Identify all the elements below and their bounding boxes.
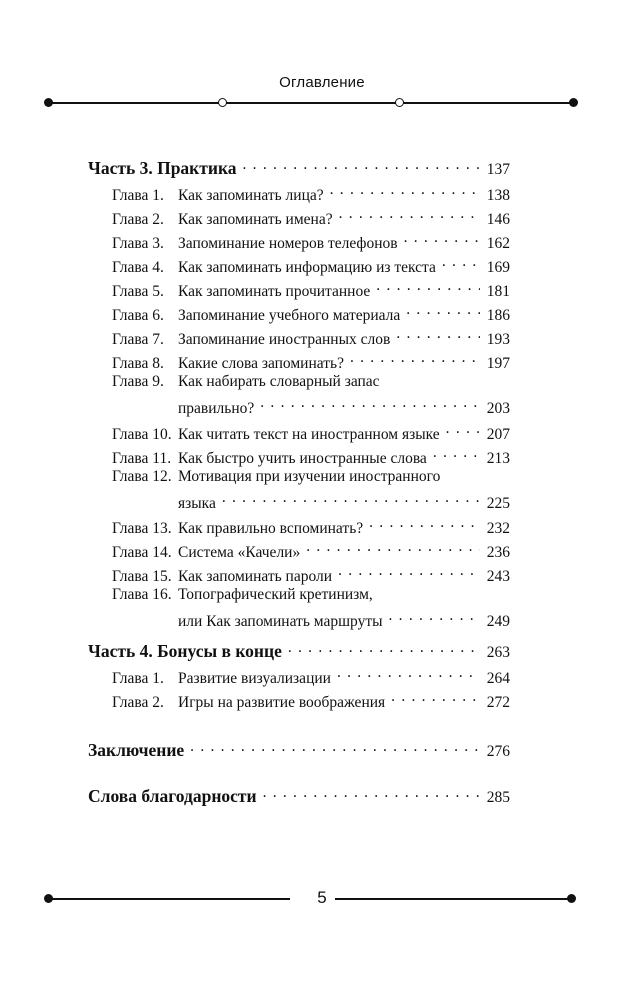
chapter-title: Мотивация при изучении иностранного — [178, 468, 441, 485]
chapter-number: Глава 8. — [112, 355, 164, 372]
leader-dots — [260, 392, 480, 413]
page-number: 138 — [486, 187, 510, 204]
header-dot-right — [569, 98, 578, 107]
chapter-number: Глава 1. — [112, 187, 164, 204]
leader-dots — [263, 778, 480, 802]
leader-dots — [190, 732, 480, 756]
toc-chapter[interactable] — [112, 560, 510, 587]
leader-dots — [376, 275, 480, 296]
page-number: 263 — [486, 644, 510, 661]
leader-dots — [288, 633, 480, 657]
page-number: 181 — [486, 283, 510, 300]
chapter-number: Глава 10. — [112, 426, 172, 443]
page-number: 197 — [486, 355, 510, 372]
chapter-number: Глава 4. — [112, 259, 164, 276]
part-title: Часть 4. Бонусы в конце — [88, 641, 282, 661]
page-number: 169 — [486, 259, 510, 276]
chapter-title: Запоминание номеров телефонов — [178, 235, 398, 252]
chapter-title: Как набирать словарный запас — [178, 373, 380, 390]
page-number: 276 — [486, 743, 510, 760]
leader-dots — [369, 512, 480, 533]
toc-chapter[interactable] — [112, 418, 510, 445]
toc-chapter[interactable] — [112, 347, 510, 374]
page-number: 272 — [486, 694, 510, 711]
header-dot-left — [44, 98, 53, 107]
chapter-number: Глава 2. — [112, 211, 164, 228]
page-number: 193 — [486, 331, 510, 348]
leader-dots — [442, 251, 480, 272]
page-number: 264 — [486, 670, 510, 687]
leader-dots — [404, 227, 480, 248]
chapter-title: Как запоминать информацию из текста — [178, 259, 436, 276]
chapter-number: Глава 6. — [112, 307, 164, 324]
toc-chapter[interactable] — [112, 275, 510, 302]
leader-dots — [350, 347, 480, 368]
toc-chapter[interactable] — [112, 323, 510, 350]
chapter-number: Глава 11. — [112, 450, 172, 467]
part-title: Часть 3. Практика — [88, 158, 237, 178]
page-number: 225 — [486, 495, 510, 512]
leader-dots — [389, 605, 480, 626]
chapter-number: Глава 9. — [112, 373, 164, 390]
page-number: 213 — [486, 450, 510, 467]
chapter-title: Как запоминать пароли — [178, 568, 333, 585]
toc-conclusion[interactable] — [88, 732, 510, 764]
chapter-number: Глава 7. — [112, 331, 164, 348]
toc-chapter[interactable] — [112, 251, 510, 278]
chapter-title: Топографический кретинизм, — [178, 586, 373, 603]
toc-chapter[interactable] — [112, 686, 510, 713]
chapter-title-cont: или Как запоминать маршруты — [178, 613, 383, 630]
chapter-number: Глава 1. — [112, 670, 164, 687]
page-number: 249 — [486, 613, 510, 630]
toc-chapter[interactable] — [112, 299, 510, 326]
toc-part-4[interactable] — [88, 633, 510, 665]
toc-chapter[interactable] — [112, 442, 510, 469]
page-number: 243 — [486, 568, 510, 585]
chapter-number: Глава 16. — [112, 586, 172, 603]
chapter-title: Как правильно вспоминать? — [178, 520, 364, 537]
chapter-number: Глава 15. — [112, 568, 172, 585]
toc-chapter[interactable] — [112, 203, 510, 230]
chapter-number: Глава 12. — [112, 468, 172, 485]
leader-dots — [433, 442, 480, 463]
leader-dots — [406, 299, 480, 320]
chapter-title: Игры на развитие воображения — [178, 694, 386, 711]
leader-dots — [222, 487, 480, 508]
running-header: Оглавление — [279, 74, 365, 91]
chapter-number: Глава 2. — [112, 694, 164, 711]
leader-dots — [339, 203, 480, 224]
chapter-title: Запоминание иностранных слов — [178, 331, 391, 348]
section-title: Слова благодарности — [88, 786, 257, 806]
chapter-title: Как запоминать лица? — [178, 187, 324, 204]
chapter-title: Система «Качели» — [178, 544, 301, 561]
chapter-title: Развитие визуализации — [178, 670, 331, 687]
chapter-title-cont: правильно? — [178, 400, 255, 417]
chapter-title-cont: языка — [178, 495, 216, 512]
chapter-number: Глава 3. — [112, 235, 164, 252]
toc-chapter[interactable] — [112, 584, 510, 632]
chapter-number: Глава 13. — [112, 520, 172, 537]
chapter-number: Глава 5. — [112, 283, 164, 300]
header-rule — [48, 102, 574, 104]
chapter-title: Запоминание учебного материала — [178, 307, 401, 324]
leader-dots — [330, 179, 480, 200]
page-number: 207 — [486, 426, 510, 443]
page-number: 285 — [486, 789, 510, 806]
leader-dots — [243, 150, 480, 174]
leader-dots — [306, 536, 480, 557]
chapter-title: Какие слова запоминать? — [178, 355, 344, 372]
page-number: 162 — [486, 235, 510, 252]
chapter-number: Глава 14. — [112, 544, 172, 561]
page-number-footer: 5 — [317, 888, 327, 907]
header-ring-right — [395, 98, 404, 107]
page-number: 203 — [486, 400, 510, 417]
leader-dots — [338, 560, 480, 581]
leader-dots — [446, 418, 480, 439]
toc-chapter[interactable] — [112, 179, 510, 206]
leader-dots — [396, 323, 480, 344]
toc-chapter[interactable] — [112, 371, 510, 419]
toc-chapter[interactable] — [112, 466, 510, 514]
header-ring-left — [218, 98, 227, 107]
toc-chapter[interactable] — [112, 512, 510, 539]
page-number: 146 — [486, 211, 510, 228]
page-number: 186 — [486, 307, 510, 324]
toc-chapter[interactable] — [112, 227, 510, 254]
leader-dots — [337, 662, 480, 683]
toc-chapter[interactable] — [112, 536, 510, 563]
chapter-title: Как быстро учить иностранные слова — [178, 450, 427, 467]
toc-acknowledgements[interactable] — [88, 778, 510, 810]
chapter-title: Как запоминать прочитанное — [178, 283, 371, 300]
leader-dots — [391, 686, 480, 707]
page-number: 232 — [486, 520, 510, 537]
page-number: 137 — [486, 161, 510, 178]
toc-chapter[interactable] — [112, 662, 510, 689]
chapter-title: Как запоминать имена? — [178, 211, 333, 228]
chapter-title: Как читать текст на иностранном языке — [178, 426, 440, 443]
toc-part-3[interactable] — [88, 150, 510, 182]
section-title: Заключение — [88, 740, 185, 760]
page-number: 236 — [486, 544, 510, 561]
